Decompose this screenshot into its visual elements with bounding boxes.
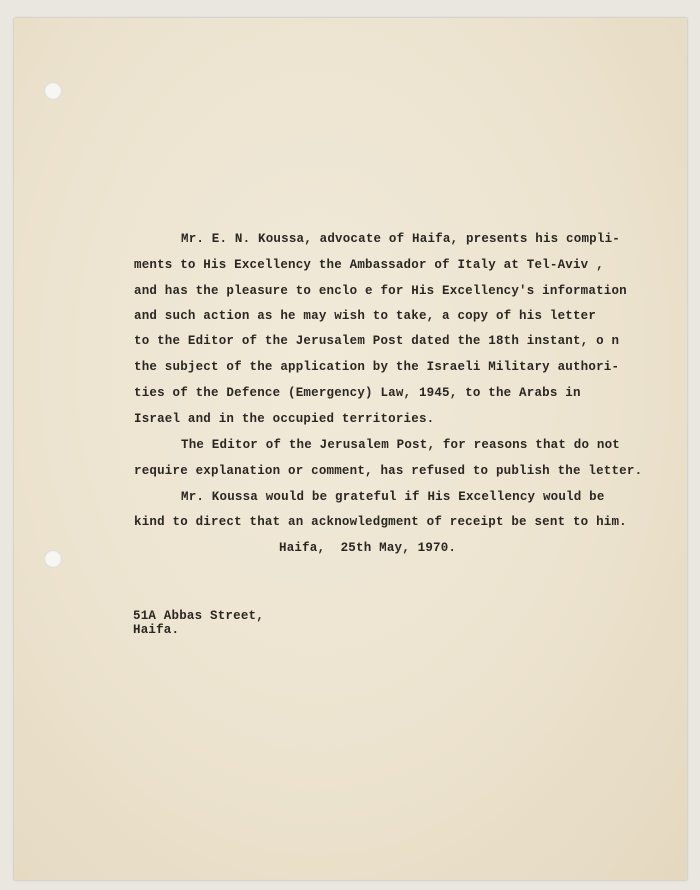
body-line: and such action as he may wish to take, a copy of his letter — [134, 309, 597, 323]
body-line: kind to direct that an acknowledgment of receipt be sent to him. — [134, 515, 627, 529]
body-line: Mr. E. N. Koussa, advocate of Haifa, presents his compli- — [181, 232, 620, 246]
address-line-2: Haifa. — [133, 623, 180, 637]
body-line: Mr. Koussa would be grateful if His Excellency would be — [181, 490, 605, 504]
address-line-1: 51A Abbas Street, — [133, 609, 264, 623]
body-line: The Editor of the Jerusalem Post, for reasons that do not — [181, 438, 620, 452]
body-line: the subject of the application by the Israeli Military authori- — [134, 360, 620, 374]
date-line: Haifa, 25th May, 1970. — [279, 541, 457, 555]
letter-body — [14, 18, 687, 880]
body-line: to the Editor of the Jerusalem Post dated the 18th instant, o n — [134, 334, 620, 348]
body-line: require explanation or comment, has refused to publish the letter. — [134, 464, 643, 478]
body-line: ties of the Defence (Emergency) Law, 1945, to the Arabs in — [134, 386, 581, 400]
document-page — [14, 18, 687, 880]
body-line: Israel and in the occupied territories. — [134, 412, 435, 426]
body-line: ments to His Excellency the Ambassador of Italy at Tel-Aviv , — [134, 258, 604, 272]
body-line: and has the pleasure to enclo e for His Excellency's information — [134, 284, 627, 298]
